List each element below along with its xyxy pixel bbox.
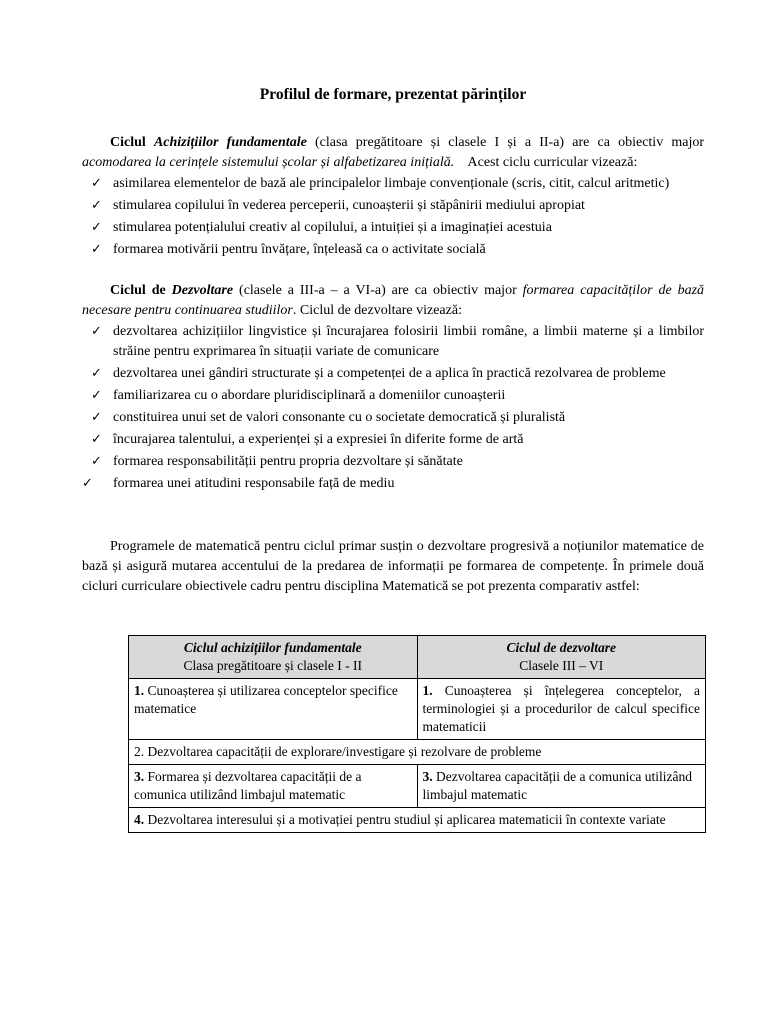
check-icon: ✓ — [91, 454, 102, 469]
body-paragraph: Programele de matematică pentru ciclul primar susțin o dezvoltare progresivă a noțiunilor matematice de bază și asigură mutarea accentului de la predarea de informații pe formarea de competențe. În primele două cicluri curriculare obiectivele cadru pentru disciplina Matematică se pot prezenta comparativ astfel: — [82, 539, 704, 594]
table-cell: 2. Dezvoltarea capacității de explorare/investigare și rezolvare de probleme — [129, 740, 706, 765]
check-icon: ✓ — [91, 176, 102, 191]
table-header-row — [129, 636, 706, 679]
col1-subtitle: Clasa pregătitoare și clasele I - II — [183, 658, 362, 673]
col1-title: Ciclul achizițiilor fundamentale — [183, 640, 362, 655]
table-row — [129, 740, 706, 765]
list-item: ✓ stimularea copilului în vederea perceperii, cunoașterii și stăpânirii mediului apropiat — [82, 196, 704, 216]
table-cell: 3. Formarea și dezvoltarea capacității de a comunica utilizând limbajul matematic — [129, 765, 418, 808]
check-icon: ✓ — [91, 198, 102, 213]
cycle2-intro — [82, 281, 704, 321]
cycle2-desc: (clasele a III-a – a VI-a) are ca obiectiv major — [239, 283, 517, 298]
table-row — [129, 765, 706, 808]
check-icon: ✓ — [91, 410, 102, 425]
cycle2-objective: formarea capacităților de bază necesare pentru continuarea studiilor — [82, 283, 705, 318]
table-cell: 4. Dezvoltarea interesului și a motivației pentru studiul și aplicarea matematicii în contexte variate — [129, 808, 706, 833]
list-item: ✓ dezvoltarea achizițiilor lingvistice și încurajarea folosirii limbii române, a limbii materne și a limbilor străine pentru exprimarea în situații variate de comunicare — [91, 324, 704, 359]
check-icon: ✓ — [91, 432, 102, 447]
check-icon: ✓ — [82, 476, 93, 491]
cycle2-name: Dezvoltare — [171, 283, 234, 298]
check-icon: ✓ — [91, 324, 102, 339]
check-icon: ✓ — [91, 242, 102, 257]
cycle1-list — [82, 174, 704, 262]
list-item: ✓ asimilarea elementelor de bază ale principalelor limbaje convenționale (scris, citit, calcul aritmetic) — [82, 174, 704, 194]
table-header-cell — [417, 636, 706, 679]
cycle1-tail: Acest ciclu curricular vizează: — [467, 155, 638, 170]
list-item: ✓ constituirea unui set de valori consonante cu o societate democratică și pluralistă — [82, 408, 704, 428]
check-icon: ✓ — [91, 366, 102, 381]
comparison-table — [128, 635, 706, 833]
check-icon: ✓ — [91, 388, 102, 403]
list-item: ✓ formarea responsabilității pentru propria dezvoltare și sănătate — [82, 452, 704, 472]
table-row — [129, 808, 706, 833]
table-cell: 1. Cunoașterea și utilizarea conceptelor specifice matematice — [129, 679, 418, 740]
cycle1-intro — [82, 133, 704, 173]
col2-subtitle: Clasele III – VI — [519, 658, 604, 673]
list-item: ✓ încurajarea talentului, a experienței și a expresiei în diferite forme de artă — [82, 430, 704, 450]
cycle2-tail: . Ciclul de dezvoltare vizează: — [292, 303, 462, 318]
cycle1-label: Ciclul — [110, 135, 146, 150]
table-cell: 3. Dezvoltarea capacității de a comunica utilizând limbajul matematic — [417, 765, 706, 808]
col2-title: Ciclul de dezvoltare — [506, 640, 616, 655]
list-item: ✓ formarea motivării pentru învățare, înțeleasă ca o activitate socială — [82, 240, 704, 260]
table-header-cell — [129, 636, 418, 679]
list-item: ✓ dezvoltarea unei gândiri structurate și a competenței de a aplica în practică rezolvarea de probleme — [82, 364, 704, 384]
check-icon: ✓ — [91, 220, 102, 235]
cycle1-name: Achizițiilor fundamentale — [153, 135, 307, 150]
table-row — [129, 679, 706, 740]
list-item: ✓ formarea unei atitudini responsabile față de mediu — [82, 474, 704, 494]
cycle2-label: Ciclul de — [110, 283, 166, 298]
page-title: Profilul de formare, prezentat părinților — [259, 86, 527, 103]
cycle2-list — [82, 322, 704, 496]
cycle1-objective: acomodarea la cerințele sistemului școlar și alfabetizarea inițială. — [82, 155, 455, 170]
list-item: ✓ familiarizarea cu o abordare pluridisciplinară a domeniilor cunoașterii — [82, 386, 704, 406]
list-item: ✓ stimularea potențialului creativ al copilului, a intuiției și a imaginației acestuia — [82, 218, 704, 238]
table-cell: 1. Cunoașterea și înțelegerea conceptelor, a terminologiei și a procedurilor de calcul specifice matematicii — [417, 679, 706, 740]
cycle1-desc: (clasa pregătitoare și clasele I și a II-a) are ca obiectiv major — [314, 135, 705, 150]
